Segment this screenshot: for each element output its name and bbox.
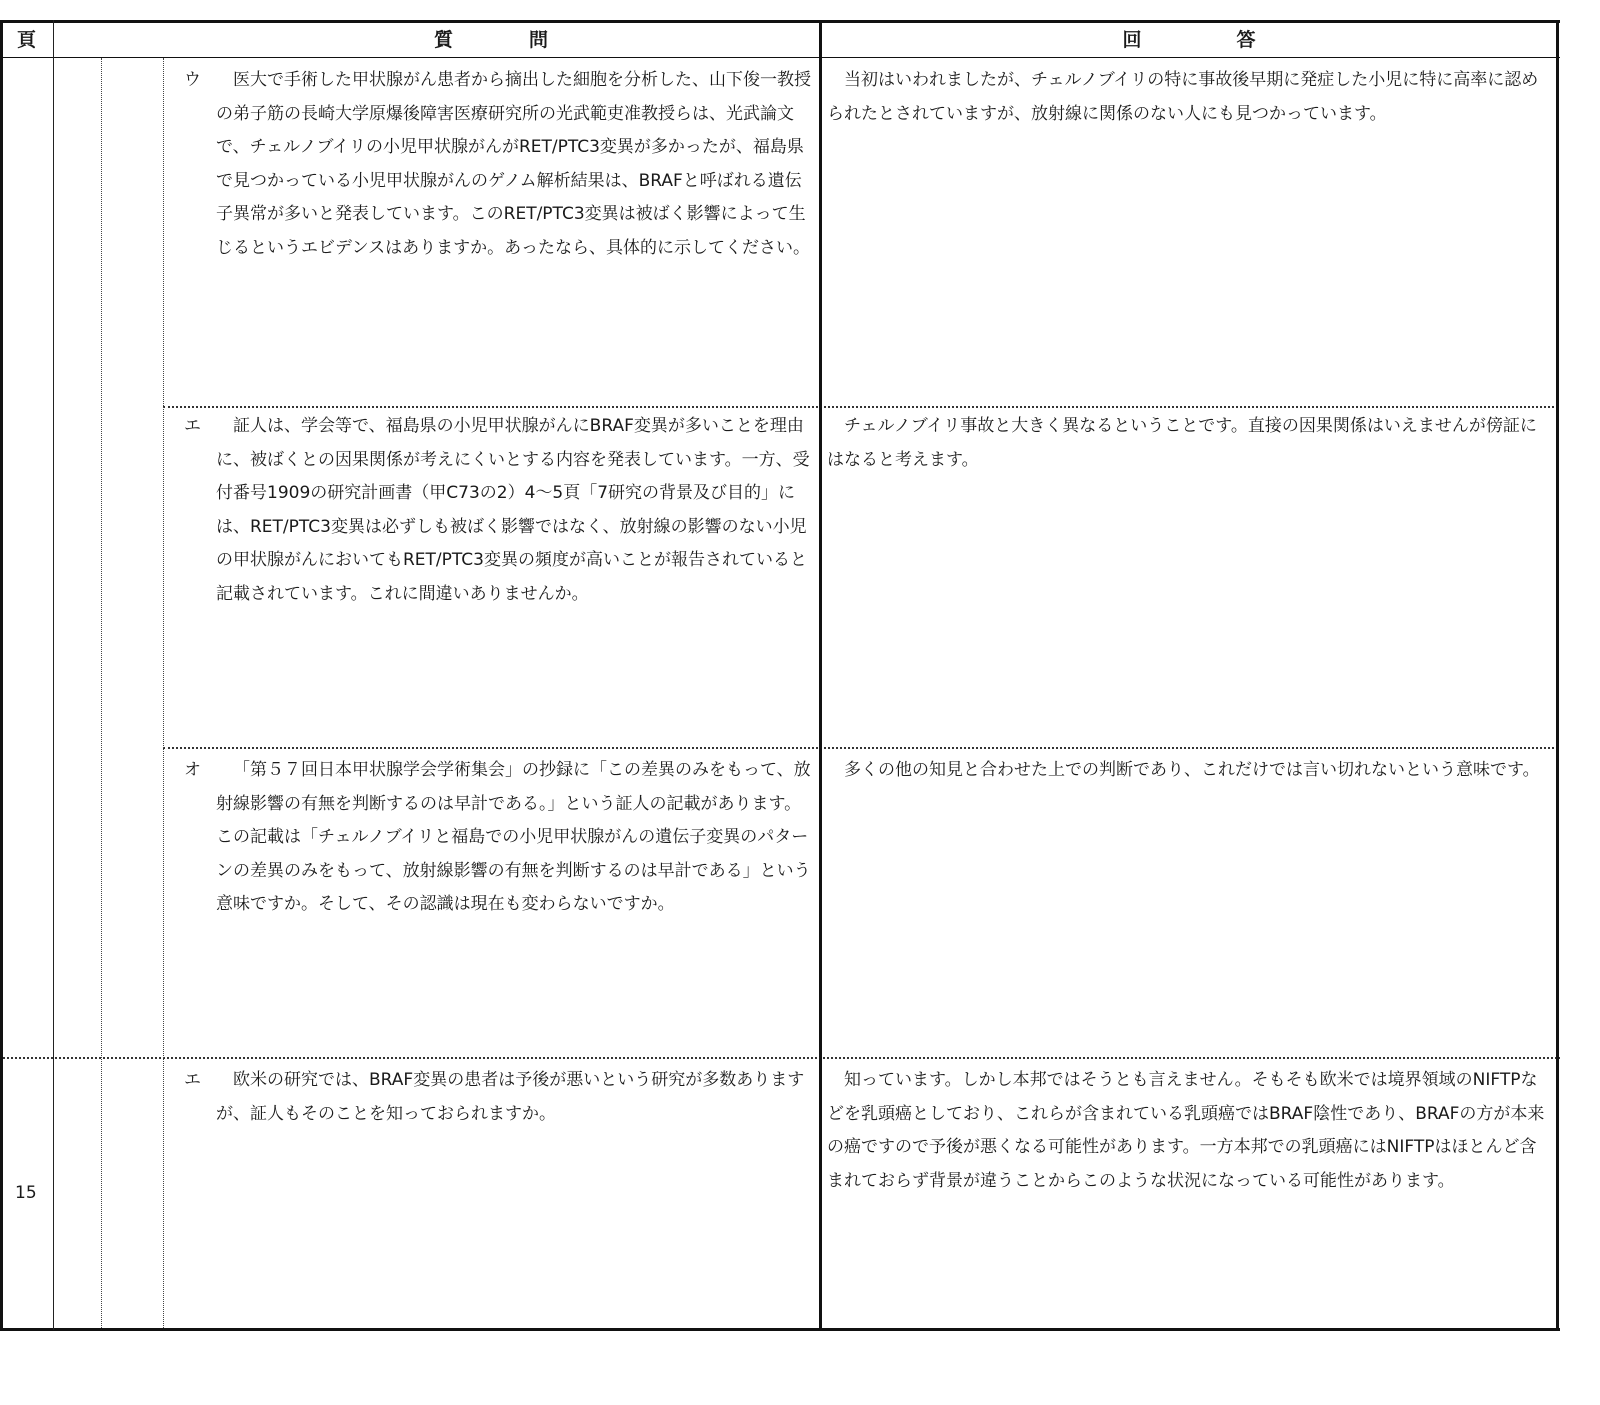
answer-text: 知っています。しかし本邦ではそうとも言えません。そもそも欧米では境界領域のNIFTPなどを乳頭癌としており、これらが含まれている乳頭癌ではBRAF陰性であり、BRAFの方が本来の癌ですので予後が悪くなる可能性があります。一方本邦での乳頭癌にはNIFTPはほとんど含まれておらず背景が違うことからこのような状況になっている可能性があります。	[827, 1070, 1545, 1191]
answer-text: チェルノブイリ事故と大きく異なるということです。直接の因果関係はいえませんが傍証にはなると考えます。	[827, 416, 1537, 470]
table-right-border	[1556, 20, 1559, 1330]
question-text: 証人は、学会等で、福島県の小児甲状腺がんにBRAF変異が多いことを理由に、被ばくとの因果関係が考えにくいとする内容を発表しています。一方、受付番号1909の研究計画書（甲C73の2）4～5頁「7研究の背景及び目的」には、RET/PTC3変異は必ずしも被ばく影響ではなく、放射線の影響のない小児の甲状腺がんにおいてもRET/PTC3変異の頻度が高いことが報告されていると記載されています。これに間違いありませんか。	[216, 416, 810, 604]
page-number: 15	[15, 1183, 37, 1203]
question-label: エ	[184, 416, 201, 436]
indent-guide-1	[101, 58, 102, 1328]
header-answer-label: 回 答	[1122, 29, 1256, 51]
table-bottom-border	[0, 1328, 1560, 1331]
question-label: ウ	[184, 70, 201, 90]
question-label: オ	[184, 760, 201, 780]
row-divider-1	[163, 406, 1558, 408]
row-divider-2	[163, 747, 1558, 749]
header-page-label: 頁	[16, 29, 36, 51]
header-question-label: 質 問	[433, 29, 548, 51]
answer-text: 多くの他の知見と合わせた上での判断であり、これだけでは言い切れないという意味です。	[844, 760, 1540, 780]
answer-text: 当初はいわれましたが、チェルノブイリの特に事故後早期に発症した小児に特に高率に認められたとされていますが、放射線に関係のない人にも見つかっています。	[827, 70, 1539, 124]
question-answer-divider	[819, 20, 822, 1330]
question-text: 医大で手術した甲状腺がん患者から摘出した細胞を分析した、山下俊一教授の弟子筋の長崎大学原爆後障害医療研究所の光武範吏准教授らは、光武論文で、チェルノブイリの小児甲状腺がんがRET/PTC3変異が多かったが、福島県で見つかっている小児甲状腺がんのゲノム解析結果は、BRAFと呼ばれる遺伝子異常が多いと発表しています。このRET/PTC3変異は被ばく影響によって生じるというエビデンスはありますか。あったなら、具体的に示してください。	[216, 70, 811, 258]
question-label: エ	[184, 1070, 201, 1090]
row-divider-3	[0, 1057, 1560, 1059]
question-text: 「第５７回日本甲状腺学会学術集会」の抄録に「この差異のみをもって、放射線影響の有無を判断するのは早計である。」という証人の記載があります。この記載は「チェルノブイリと福島での小児甲状腺がんの遺伝子変異のパターンの差異のみをもって、放射線影響の有無を判断するのは早計である」という意味ですか。そして、その認識は現在も変わらないですか。	[216, 760, 811, 914]
question-text: 欧米の研究では、BRAF変異の患者は予後が悪いという研究が多数ありますが、証人もそのことを知っておられますか。	[216, 1070, 805, 1124]
indent-guide-2	[163, 58, 164, 1328]
table-left-border	[0, 20, 3, 1330]
page-col-divider	[53, 20, 54, 1330]
